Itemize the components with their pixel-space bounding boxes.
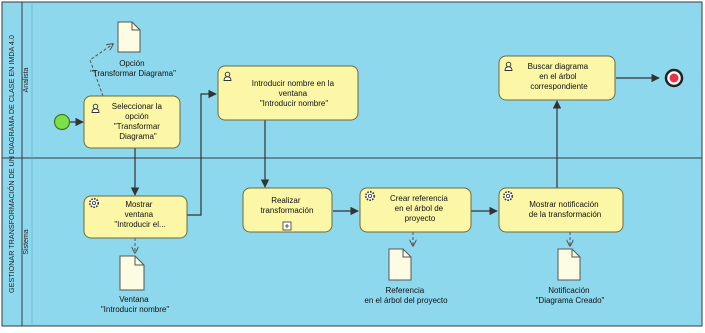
pool [2, 2, 702, 326]
task-enter-name[interactable] [218, 66, 358, 120]
gear-icon [90, 199, 98, 207]
document-icon [118, 22, 140, 52]
gear-icon [504, 192, 512, 200]
task-select-option-line: "Transformar [113, 122, 160, 131]
task-transform-line: Realizar [271, 196, 301, 205]
start-event[interactable] [55, 115, 70, 130]
data-object-option-line: "Transformar Diagrama" [90, 69, 176, 78]
task-create-reference-line: Crear referencia [389, 194, 448, 203]
task-create-reference[interactable] [360, 188, 471, 232]
task-transform-line: transformación [260, 206, 314, 215]
data-object-window-line: Ventana [119, 295, 149, 304]
document-icon [389, 249, 411, 280]
task-create-reference-line: proyecto [404, 214, 436, 223]
data-object-option-line: Opción [119, 59, 145, 68]
task-find-diagram-line: correspondiente [530, 82, 588, 91]
task-select-option-line: Seleccionar la [111, 102, 163, 111]
svg-text:Seleccionar la opción [112, 102, 164, 141]
lane-label-analyst: Analista [23, 67, 30, 93]
task-show-window-line: ventana [124, 210, 154, 219]
svg-text:Mostrar notificación de [529, 200, 601, 219]
task-show-window-line: Mostrar [125, 200, 153, 209]
task-create-reference-line: en el árbol de [394, 204, 444, 213]
data-object-reference-line: en el árbol del proyecto [364, 296, 448, 305]
task-select-option-line: opción [125, 112, 149, 121]
task-enter-name-line: Introducir nombre en la [251, 79, 335, 88]
task-show-notification-line: Mostrar notificación [529, 200, 599, 209]
task-find-diagram-line: Buscar diagrama [527, 62, 589, 71]
data-object-window-line: "Introducir nombre" [100, 305, 170, 314]
data-object-notification-line: "Diagrama Creado" [535, 296, 605, 305]
data-object-notification-line: Notificación [548, 286, 590, 295]
document-icon [558, 249, 580, 280]
data-object-reference-line: Referencia [385, 286, 425, 295]
task-select-option-line: Diagrama" [119, 132, 157, 141]
task-enter-name-line: "Introducir nombre" [259, 99, 329, 108]
task-find-diagram-line: en el árbol [539, 72, 577, 81]
task-show-notification-line: de la transformación [528, 210, 602, 219]
subprocess-marker-icon [283, 222, 291, 230]
end-event[interactable] [666, 70, 682, 86]
task-show-window[interactable] [84, 196, 187, 238]
lane-label-system: Sistema [23, 229, 30, 255]
task-find-diagram[interactable] [499, 56, 615, 100]
document-icon [120, 256, 144, 290]
task-transform[interactable] [243, 188, 332, 232]
task-enter-name-line: ventana [278, 89, 308, 98]
task-show-window-line: "Introducir el... [114, 220, 166, 229]
gear-icon [366, 192, 374, 200]
task-select-option[interactable] [84, 96, 180, 148]
pool-title: GESTIONAR TRANSFORMACIÓN DE UN DIAGRAMA DE CLASE EN IMDA 4.0 [7, 35, 16, 293]
task-show-notification[interactable] [499, 188, 623, 232]
